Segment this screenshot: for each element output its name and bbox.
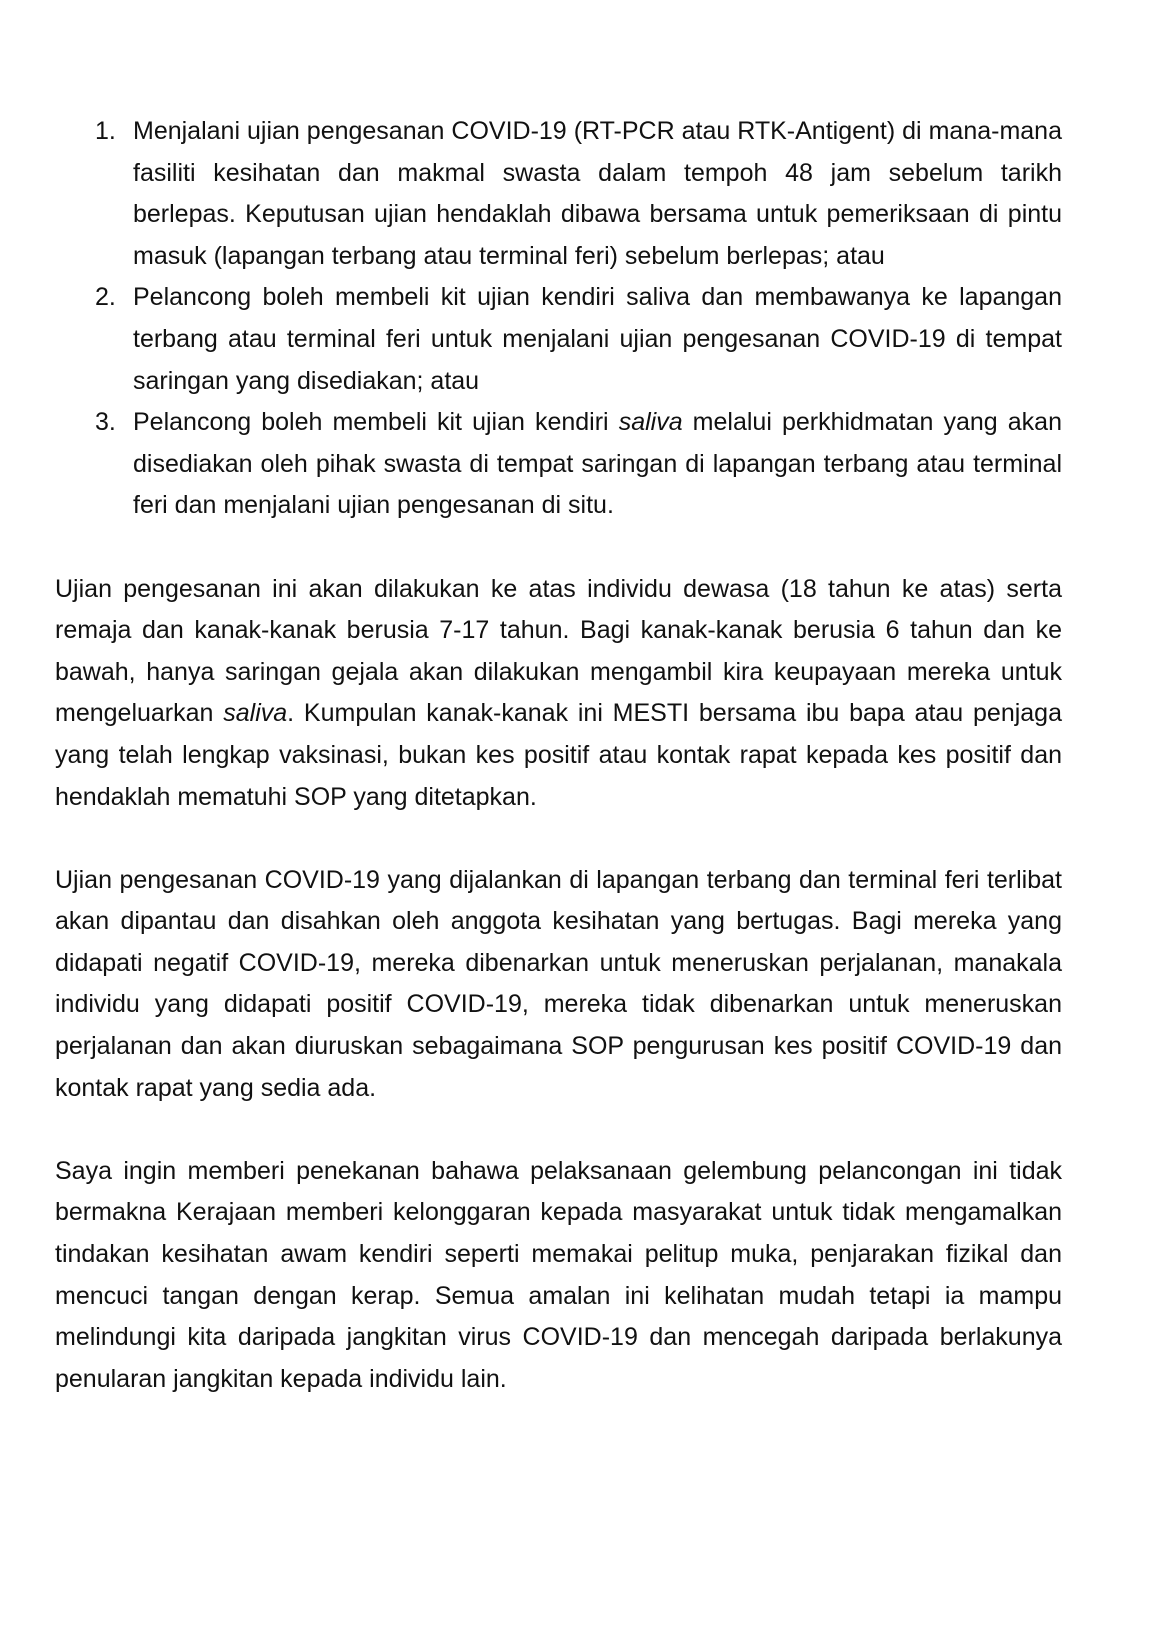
list-item-number: 1. xyxy=(95,117,116,145)
list-item-number: 2. xyxy=(95,283,116,312)
italic-term: saliva xyxy=(223,699,288,728)
list-item-text: Pelancong boleh membeli kit ujian kendiri saliva dan membawanya ke lapangan terbang atau terminal feri untuk menjalani ujian pengesanan COVID-19 di tempat saringan yang disediakan; atau xyxy=(133,283,1062,395)
list-item xyxy=(55,277,1062,402)
paragraph-eligibility xyxy=(55,569,1062,819)
list-item-text xyxy=(133,408,1062,519)
paragraph-text-start: Ujian pengesanan ini akan dilakukan ke atas individu dewasa (18 tahun ke atas) serta remaja dan kanak-kanak berusia 7-17 tahun. Bagi kanak-kanak berusia 6 tahun dan ke bawah, hanya saringan gejala akan dilakukan mengambil kira keupayaan mereka untuk mengeluarkan xyxy=(55,574,1062,728)
numbered-list xyxy=(55,111,1062,527)
paragraph-health-emphasis xyxy=(55,1151,1062,1401)
list-item-number: 3. xyxy=(95,408,116,437)
list-item xyxy=(55,402,1062,527)
paragraph-screening-results xyxy=(55,860,1062,1110)
paragraph-text: Saya ingin memberi penekanan bahawa pelaksanaan gelembung pelancongan ini tidak bermakna Kerajaan memberi kelonggaran kepada masyarakat untuk tidak mengamalkan tindakan kesihatan awam kendiri seperti memakai pelitup muka, penjarakan fizikal dan mencuci tangan dengan kerap. Semua amalan ini kelihatan mudah tetapi ia mampu melindungi kita daripada jangkitan virus COVID-19 dan mencegah daripada berlakunya penularan jangkitan kepada individu lain. xyxy=(55,1156,1062,1393)
list-item-text: Menjalani ujian pengesanan COVID-19 (RT-PCR atau RTK-Antigent) di mana-mana fasiliti kesihatan dan makmal swasta dalam tempoh 48 jam sebelum tarikh berlepas. Keputusan ujian hendaklah dibawa bersama untuk pemeriksaan di pintu masuk (lapangan terbang atau terminal feri) sebelum berlepas; atau xyxy=(133,117,1062,270)
document-body xyxy=(55,111,1062,1400)
paragraph-text-end: . Kumpulan kanak-kanak ini MESTI bersama ibu bapa atau penjaga yang telah lengkap vaksinasi, bukan kes positif atau kontak rapat kepada kes positif dan hendaklah mematuhi SOP yang ditetapkan. xyxy=(55,699,1062,811)
italic-term: saliva xyxy=(618,408,683,437)
list-item-text-start: Pelancong boleh membeli kit ujian kendiri xyxy=(133,408,619,437)
paragraph-text: Ujian pengesanan COVID-19 yang dijalankan di lapangan terbang dan terminal feri terlibat akan dipantau dan disahkan oleh anggota kesihatan yang bertugas. Bagi mereka yang didapati negatif COVID-19, mereka dibenarkan untuk meneruskan perjalanan, manakala individu yang didapati positif COVID-19, mereka tidak dibenarkan untuk meneruskan perjalanan dan akan diuruskan sebagaimana SOP pengurusan kes positif COVID-19 dan kontak rapat yang sedia ada. xyxy=(55,865,1062,1102)
list-item-text-end: melalui perkhidmatan yang akan disediakan oleh pihak swasta di tempat saringan di lapangan terbang atau terminal feri dan menjalani ujian pengesanan di situ. xyxy=(133,408,1062,520)
list-item xyxy=(55,111,1062,277)
